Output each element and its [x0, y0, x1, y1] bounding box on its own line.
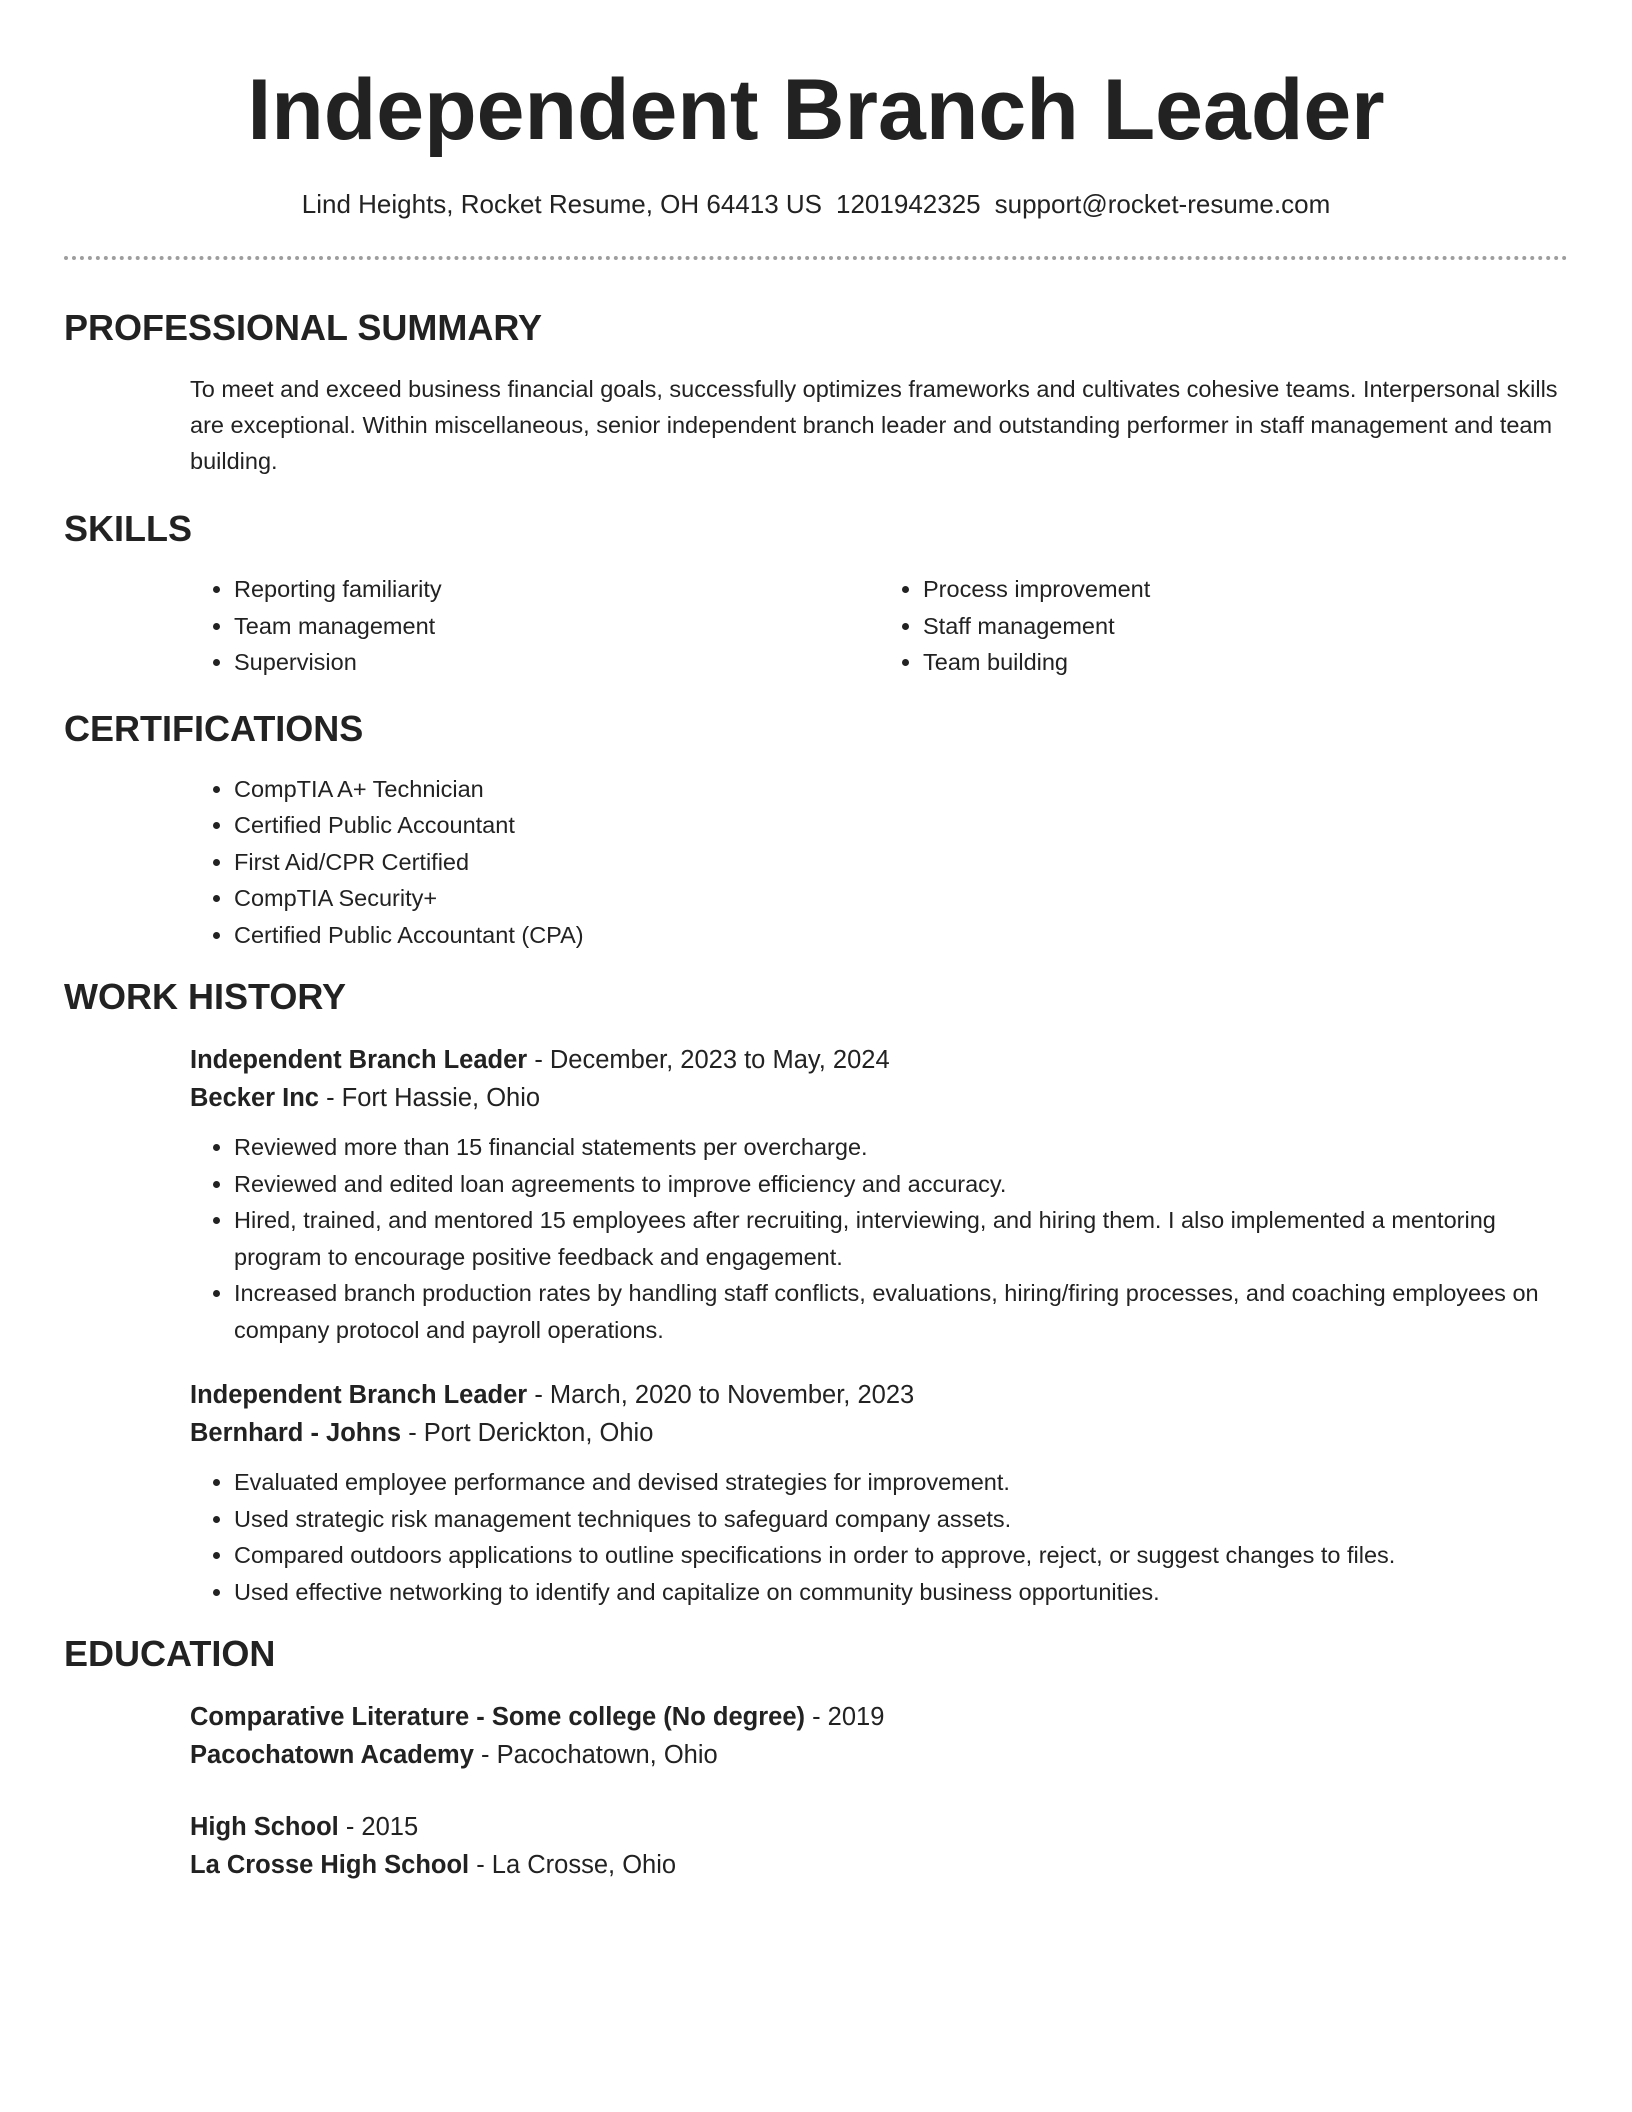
job-company: Becker Inc — [190, 1084, 319, 1112]
work-history-heading: WORK HISTORY — [64, 976, 347, 1017]
skill-item: • Team management — [234, 608, 879, 645]
job-bullet: • Compared outdoors applications to outline specifications in order to approve, reject, or suggest changes to files. — [234, 1537, 1568, 1574]
summary-heading: PROFESSIONAL SUMMARY — [64, 307, 543, 348]
job-company-line — [190, 1414, 1568, 1452]
job-dates: - March, 2020 to November, 2023 — [527, 1381, 915, 1409]
job-dates: - December, 2023 to May, 2024 — [527, 1046, 890, 1074]
job-bullet: • Increased branch production rates by handling staff conflicts, evaluations, hiring/firing processes, and coaching employees on company protocol and payroll operations. — [234, 1275, 1568, 1348]
education-school-line — [190, 1736, 1568, 1774]
summary-text: To meet and exceed business financial goals, successfully optimizes frameworks and cultivates cohesive teams. Interpersonal skills are exceptional. Within miscellaneous, senior independent branch leader and outstanding performer in staff management and team building. — [190, 376, 1558, 474]
job-title-line — [190, 1041, 1568, 1079]
job-bullet: • Hired, trained, and mentored 15 employees after recruiting, interviewing, and hiring them. I also implemented a mentoring program to encourage positive feedback and engagement. — [234, 1202, 1568, 1275]
certification-item: • First Aid/CPR Certified — [234, 844, 1568, 881]
certifications-heading: CERTIFICATIONS — [64, 707, 364, 749]
header-divider — [64, 256, 1568, 260]
education-year: - 2015 — [338, 1813, 419, 1841]
job-entry — [190, 1041, 1568, 1348]
job-bullet: • Reviewed and edited loan agreements to improve efficiency and accuracy. — [234, 1166, 1568, 1203]
skill-item: • Supervision — [234, 644, 879, 681]
job-bullet: • Used effective networking to identify and capitalize on community business opportunities. — [234, 1574, 1568, 1611]
skill-item: • Team building — [923, 644, 1568, 681]
skills-heading: SKILLS — [64, 508, 193, 549]
resume-name: Independent Branch Leader — [247, 62, 1385, 158]
skills-list — [190, 571, 1568, 681]
education-entry — [190, 1698, 1568, 1774]
contact-address: Lind Heights, Rocket Resume, OH 64413 US — [301, 189, 823, 219]
education-entry — [190, 1808, 1568, 1884]
job-role: Independent Branch Leader — [190, 1046, 528, 1074]
contact-phone: 1201942325 — [836, 189, 981, 219]
job-bullet: • Reviewed more than 15 financial statements per overcharge. — [234, 1129, 1568, 1166]
job-bullet: • Used strategic risk management techniques to safeguard company assets. — [234, 1501, 1568, 1538]
certification-item: • Certified Public Accountant (CPA) — [234, 917, 1568, 954]
certification-item: • CompTIA A+ Technician — [234, 771, 1568, 808]
job-location: - Port Derickton, Ohio — [401, 1419, 654, 1447]
job-title-line — [190, 1376, 1568, 1414]
education-degree-line — [190, 1698, 1568, 1736]
contact-email: support@rocket-resume.com — [994, 189, 1331, 219]
education-degree: High School — [190, 1813, 339, 1841]
skill-item: • Staff management — [923, 608, 1568, 645]
education-year: - 2019 — [805, 1703, 885, 1731]
job-entry — [190, 1376, 1568, 1610]
education-degree-line — [190, 1808, 1568, 1846]
certification-item: • Certified Public Accountant — [234, 807, 1568, 844]
job-company-line — [190, 1079, 1568, 1117]
education-location: - La Crosse, Ohio — [469, 1851, 677, 1879]
contact-line — [64, 188, 1568, 220]
skills-column-left — [190, 571, 879, 681]
education-school-line — [190, 1846, 1568, 1884]
certifications-list — [190, 771, 1568, 954]
job-bullets — [190, 1464, 1568, 1610]
education-heading: EDUCATION — [64, 1633, 276, 1674]
education-school: Pacochatown Academy — [190, 1741, 474, 1769]
education-degree: Comparative Literature - Some college (No degree) — [190, 1703, 805, 1731]
education-location: - Pacochatown, Ohio — [473, 1741, 718, 1769]
skill-item: • Reporting familiarity — [234, 571, 879, 608]
education-school: La Crosse High School — [190, 1851, 470, 1879]
job-location: - Fort Hassie, Ohio — [319, 1084, 541, 1112]
skills-column-right — [879, 571, 1568, 681]
resume-page — [64, 0, 1568, 1884]
job-role: Independent Branch Leader — [190, 1381, 528, 1409]
job-bullet: • Evaluated employee performance and devised strategies for improvement. — [234, 1464, 1568, 1501]
job-company: Bernhard - Johns — [190, 1419, 402, 1447]
job-bullets — [190, 1129, 1568, 1348]
skill-item: • Process improvement — [923, 571, 1568, 608]
certification-item: • CompTIA Security+ — [234, 880, 1568, 917]
